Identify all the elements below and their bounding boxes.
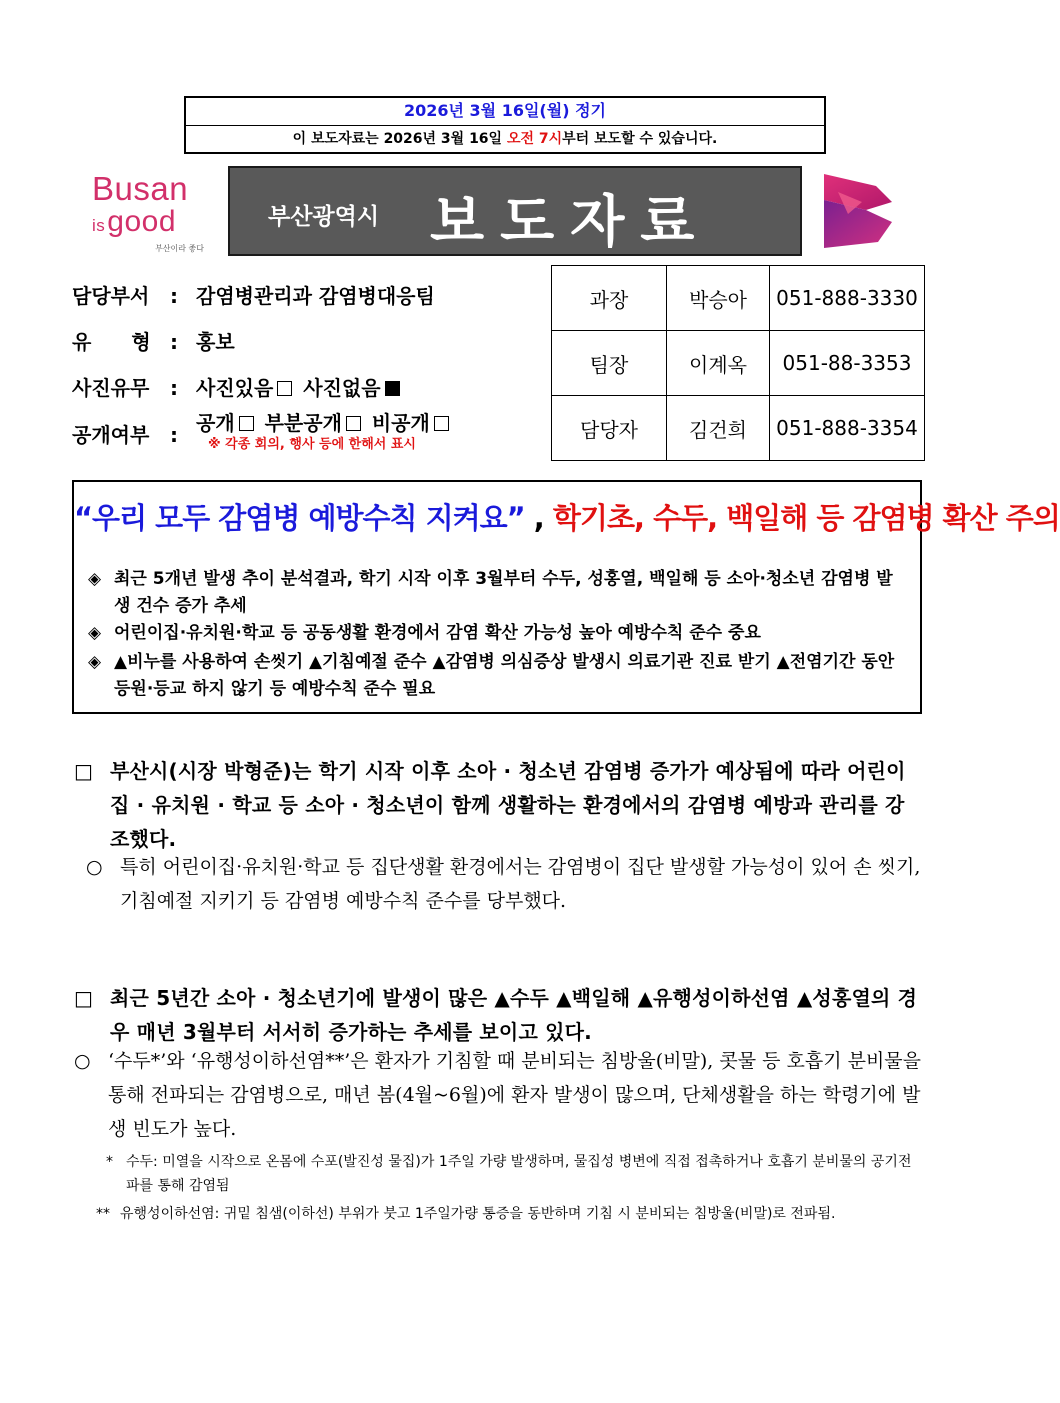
info-department (72, 280, 435, 309)
press-release-banner (228, 166, 802, 256)
contact-name: 김건희 (667, 396, 770, 461)
headline-rest: 학기초, 수두, 백일해 등 감염병 확산 주의 (552, 501, 1060, 535)
release-date-box (184, 96, 826, 154)
contact-row (552, 331, 925, 396)
photo-yes-checkbox (277, 381, 292, 396)
diamond-bullet-icon: ◈ (88, 569, 102, 589)
headline (74, 496, 1060, 537)
colon: : (170, 423, 178, 447)
contact-role: 과장 (552, 266, 667, 331)
release-date: 2026년 3월 16일(월) 정기 (186, 98, 824, 126)
contact-name: 이계옥 (667, 331, 770, 396)
logo-is: is (92, 216, 106, 235)
banner-title: 보도자료 (430, 190, 711, 255)
body-sub-paragraph (86, 850, 922, 918)
body-paragraph (74, 981, 924, 1049)
open-partial-checkbox (346, 416, 361, 431)
footnote-text: 수두: 미열을 시작으로 온몸에 수포(발진성 물집)가 1주일 가량 발생하며, 물집성 병변에 직접 접촉하거나 호흡기 분비물의 공기전파를 통해 감염됨 (126, 1154, 912, 1194)
logo-line-busan: Busan (92, 170, 189, 207)
open-private-label: 비공개 (371, 411, 430, 435)
summary-text: ▲비누를 사용하여 손씻기 ▲기침예절 준수 ▲감염병 의심증상 발생시 의료기관 진료 받기 ▲전염기간 동안 등원·등교 하지 않기 등 예방수칙 준수 필요 (114, 652, 895, 699)
embargo-prefix: 이 보도자료는 2026년 3월 16일 (292, 131, 507, 147)
logo-line-isgood (92, 205, 212, 242)
info-type (72, 326, 235, 355)
contact-table (551, 265, 925, 461)
square-bullet-icon: □ (74, 986, 94, 1010)
type-label: 유 형 (72, 330, 151, 354)
diamond-bullet-icon: ◈ (88, 623, 102, 643)
footnote (96, 1202, 922, 1226)
headline-quote: “우리 모두 감염병 예방수칙 지켜요” (74, 501, 525, 535)
colon: : (170, 376, 178, 400)
busan-is-good-logo (92, 172, 212, 252)
body-paragraph (74, 754, 924, 856)
open-private-checkbox (434, 416, 449, 431)
contact-phone: 051-888-3330 (770, 266, 925, 331)
photo-no-checkbox-checked (385, 381, 400, 396)
info-photo (72, 372, 404, 401)
photo-label: 사진유무 (72, 376, 150, 400)
open-label: 공개여부 (72, 423, 150, 447)
dept-value: 감염병관리과 감염병대응팀 (196, 284, 435, 308)
body-sub-paragraph (74, 1044, 922, 1146)
sub-paragraph-text: 특히 어린이집·유치원·학교 등 집단생활 환경에서는 감염병이 집단 발생할 가능성이 있어 손 씻기, 기침예절 지키기 등 감염병 예방수칙 준수를 당부했다. (120, 856, 921, 912)
photo-yes-label: 사진있음 (196, 376, 274, 400)
circle-bullet-icon: ○ (86, 856, 103, 878)
diamond-bullet-icon: ◈ (88, 652, 102, 672)
headline-comma: , (524, 501, 553, 535)
open-note: ※ 각종 회의, 행사 등에 한해서 표시 (208, 437, 416, 452)
contact-phone: 051-888-3354 (770, 396, 925, 461)
busan-b-symbol-icon (818, 172, 896, 250)
colon: : (170, 330, 178, 354)
logo-tagline: 부산이라 좋다 (155, 244, 204, 253)
embargo-time: 오전 7시 (506, 131, 563, 147)
open-partial-label: 부분공개 (264, 411, 342, 435)
open-public-checkbox (239, 416, 254, 431)
embargo-notice (186, 126, 824, 153)
footnote-marker: ** (96, 1206, 110, 1222)
contact-name: 박승아 (667, 266, 770, 331)
banner-org: 부산광역시 (268, 204, 380, 230)
headline-summary-box (72, 480, 1060, 714)
contact-role: 담당자 (552, 396, 667, 461)
info-disclosure (72, 407, 453, 452)
photo-no-label: 사진없음 (303, 376, 381, 400)
sub-paragraph-text: ‘수두*’와 ‘유행성이하선염**’은 환자가 기침할 때 분비되는 침방울(비말), 콧물 등 호흡기 분비물을 통해 전파되는 감염병으로, 매년 봄(4월~6월)에 환자 발생이 많으며, 단체생활을 하는 학령기에 발생 빈도가 높다. (108, 1050, 922, 1140)
summary-item (88, 620, 908, 647)
footnote (106, 1150, 922, 1198)
paragraph-text: 최근 5년간 소아 · 청소년기에 발생이 많은 ▲수두 ▲백일해 ▲유행성이하선염 ▲성홍열의 경우 매년 3월부터 서서히 증가하는 추세를 보이고 있다. (110, 986, 918, 1044)
circle-bullet-icon: ○ (74, 1050, 91, 1072)
paragraph-text: 부산시(시장 박형준)는 학기 시작 이후 소아 · 청소년 감염병 증가가 예상됨에 따라 어린이집 · 유치원 · 학교 등 소아 · 청소년이 함께 생활하는 환경에서의 감염병 예방과 관리를 강조했다. (110, 759, 906, 851)
summary-item (88, 566, 908, 620)
colon: : (170, 284, 178, 308)
contact-row (552, 266, 925, 331)
contact-role: 팀장 (552, 331, 667, 396)
type-value: 홍보 (196, 330, 235, 354)
footnote-text: 유행성이하선염: 귀밑 침샘(이하선) 부위가 붓고 1주일가량 통증을 동반하며 기침 시 분비되는 침방울(비말)로 전파됨. (120, 1206, 836, 1222)
embargo-suffix: 부터 보도할 수 있습니다. (562, 131, 718, 147)
contact-row (552, 396, 925, 461)
logo-good: good (107, 205, 177, 238)
dept-label: 담당부서 (72, 284, 150, 308)
contact-phone: 051-88-3353 (770, 331, 925, 396)
summary-item (88, 649, 908, 703)
footnote-marker: * (106, 1154, 113, 1170)
square-bullet-icon: □ (74, 759, 94, 783)
open-public-label: 공개 (196, 411, 235, 435)
summary-text: 최근 5개년 발생 추이 분석결과, 학기 시작 이후 3월부터 수두, 성홍열, 백일해 등 소아·청소년 감염병 발생 건수 증가 추세 (114, 569, 893, 616)
summary-text: 어린이집·유치원·학교 등 공동생활 환경에서 감염 확산 가능성 높아 예방수칙 준수 중요 (114, 623, 761, 643)
